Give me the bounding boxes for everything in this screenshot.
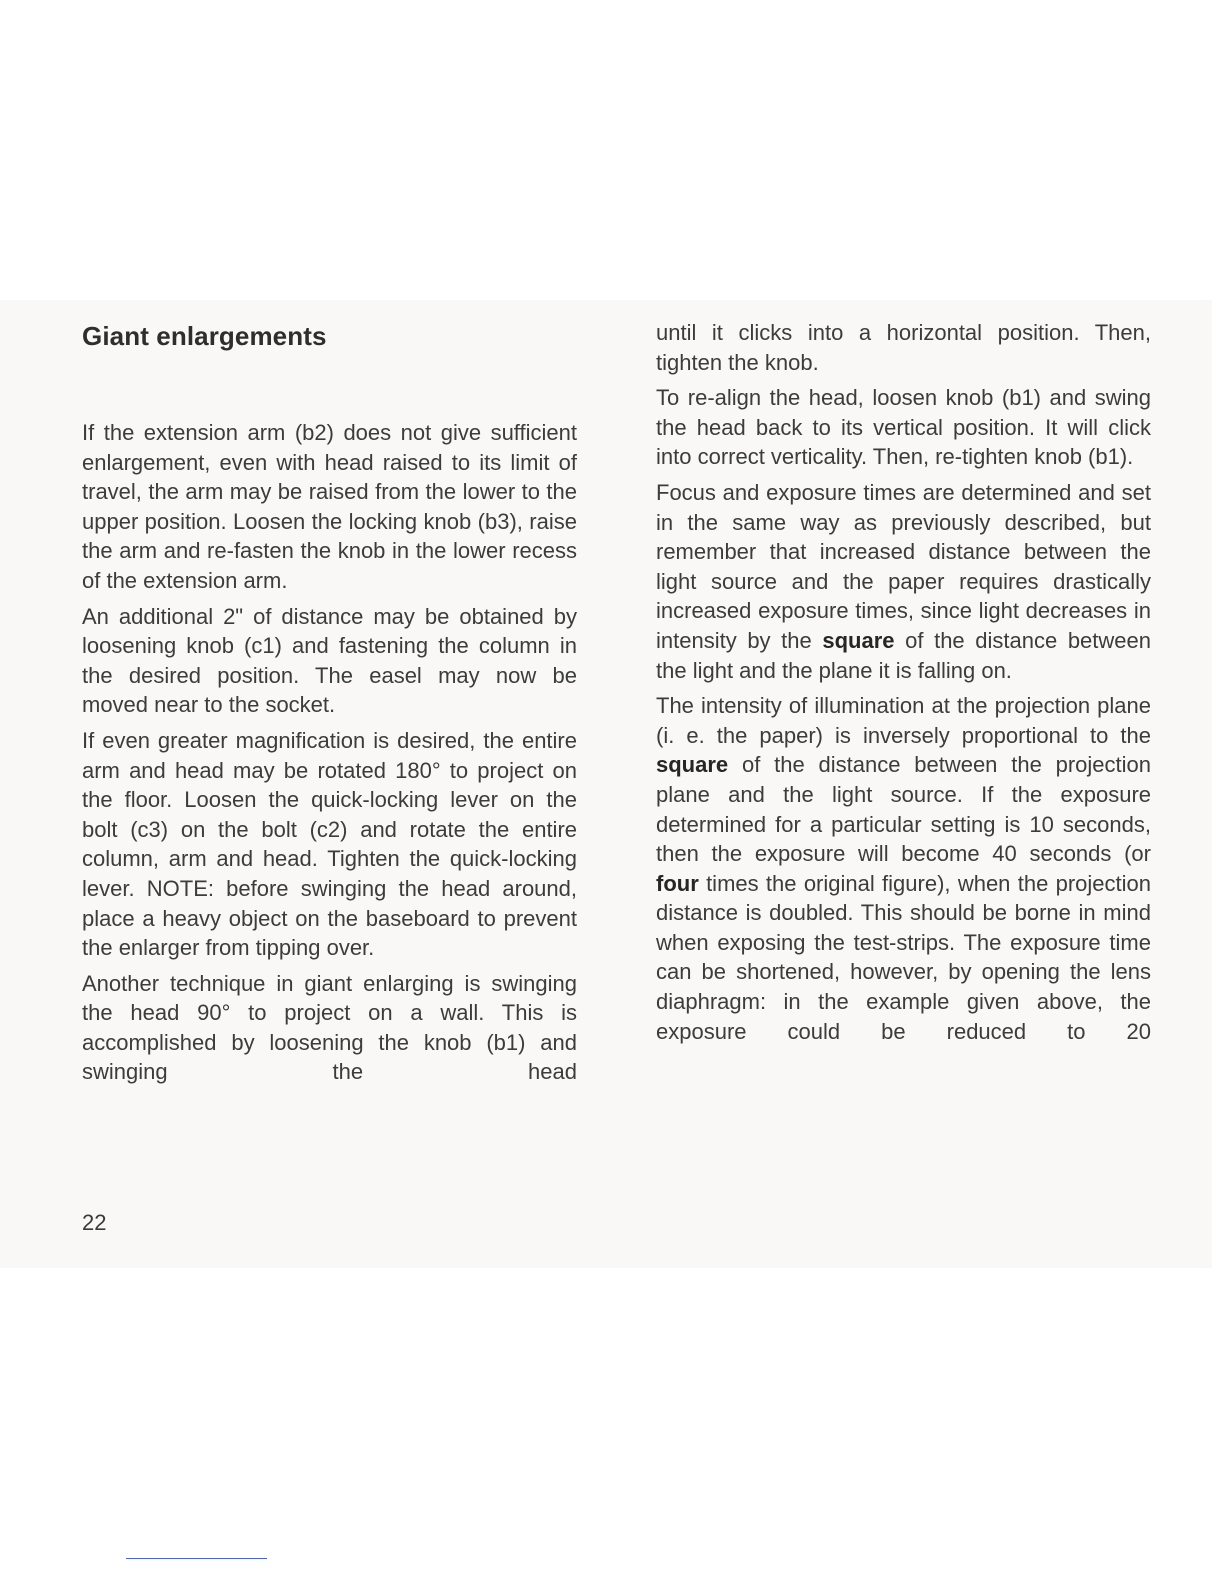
page-number: 22 [82, 1210, 107, 1235]
text-run: times the original figure), when the projection distance is doubled. This should be borne in mind when exposing the test-strips. The exposure time can be shortened, however, by opening the lens diaphragm: in the example given above, the exposure could be reduced to 20 [656, 870, 1151, 1044]
paragraph-wall-projection: Another technique in giant enlarging is swinging the head 90° to project on a wall. This is accomplished by loosening the knob (b1) and swinging the head [82, 970, 577, 1085]
paragraph-floor-projection: If even greater magnification is desired, the entire arm and head may be rotated 180° to project on the floor. Loosen the quick-locking lever on the bolt (c3) on the bolt (c2) and rotate the entire column, arm and head. Tighten the quick-locking lever. NOTE: before swinging the head around, place a heavy object on the baseboard to prevent the enlarger from tipping over. [82, 727, 577, 961]
paragraph-horizontal-position: until it clicks into a horizontal position. Then, tighten the knob. [656, 320, 1151, 375]
text-run: of the distance between the projection plane and the light source. If the exposure determined for a particular setting is 10 seconds, then the exposure will become 40 seconds (or [656, 752, 1151, 867]
emphasis-square: square [822, 627, 895, 653]
right-column [656, 318, 1151, 1052]
text-run: of the distance between the light and the plane it is falling on. [656, 627, 1151, 683]
text-run: Focus and exposure times are determined and set in the same way as previously described, but remember that increased distance between the light source and the paper requires drastically increased exposure times, since light decreases in intensity by the [656, 479, 1151, 653]
paragraph-realign-head: To re-align the head, loosen knob (b1) and swing the head back to its vertical position. It will click into correct verticality. Then, re-tighten knob (b1). [656, 385, 1151, 470]
page-title: Giant enlargements [82, 321, 327, 351]
emphasis-four: four [656, 870, 699, 896]
paragraph-additional-distance: An additional 2" of distance may be obtained by loosening knob (c1) and fastening the column in the desired position. The easel may now be moved near to the socket. [82, 603, 577, 718]
left-column [82, 318, 577, 1093]
text-run: The intensity of illumination at the projection plane (i. e. the paper) is inversely proportional to the [656, 693, 1151, 748]
paragraph-inverse-square [656, 691, 1151, 1046]
footnote-rule [126, 1558, 267, 1559]
emphasis-square: square [656, 752, 729, 778]
paragraph-focus-exposure [656, 478, 1151, 685]
paragraph-extension-arm: If the extension arm (b2) does not give sufficient enlargement, even with head raised to its limit of travel, the arm may be raised from the lower to the upper position. Loosen the locking knob (b3), raise the arm and re-fasten the knob in the lower recess of the extension arm. [82, 420, 577, 593]
